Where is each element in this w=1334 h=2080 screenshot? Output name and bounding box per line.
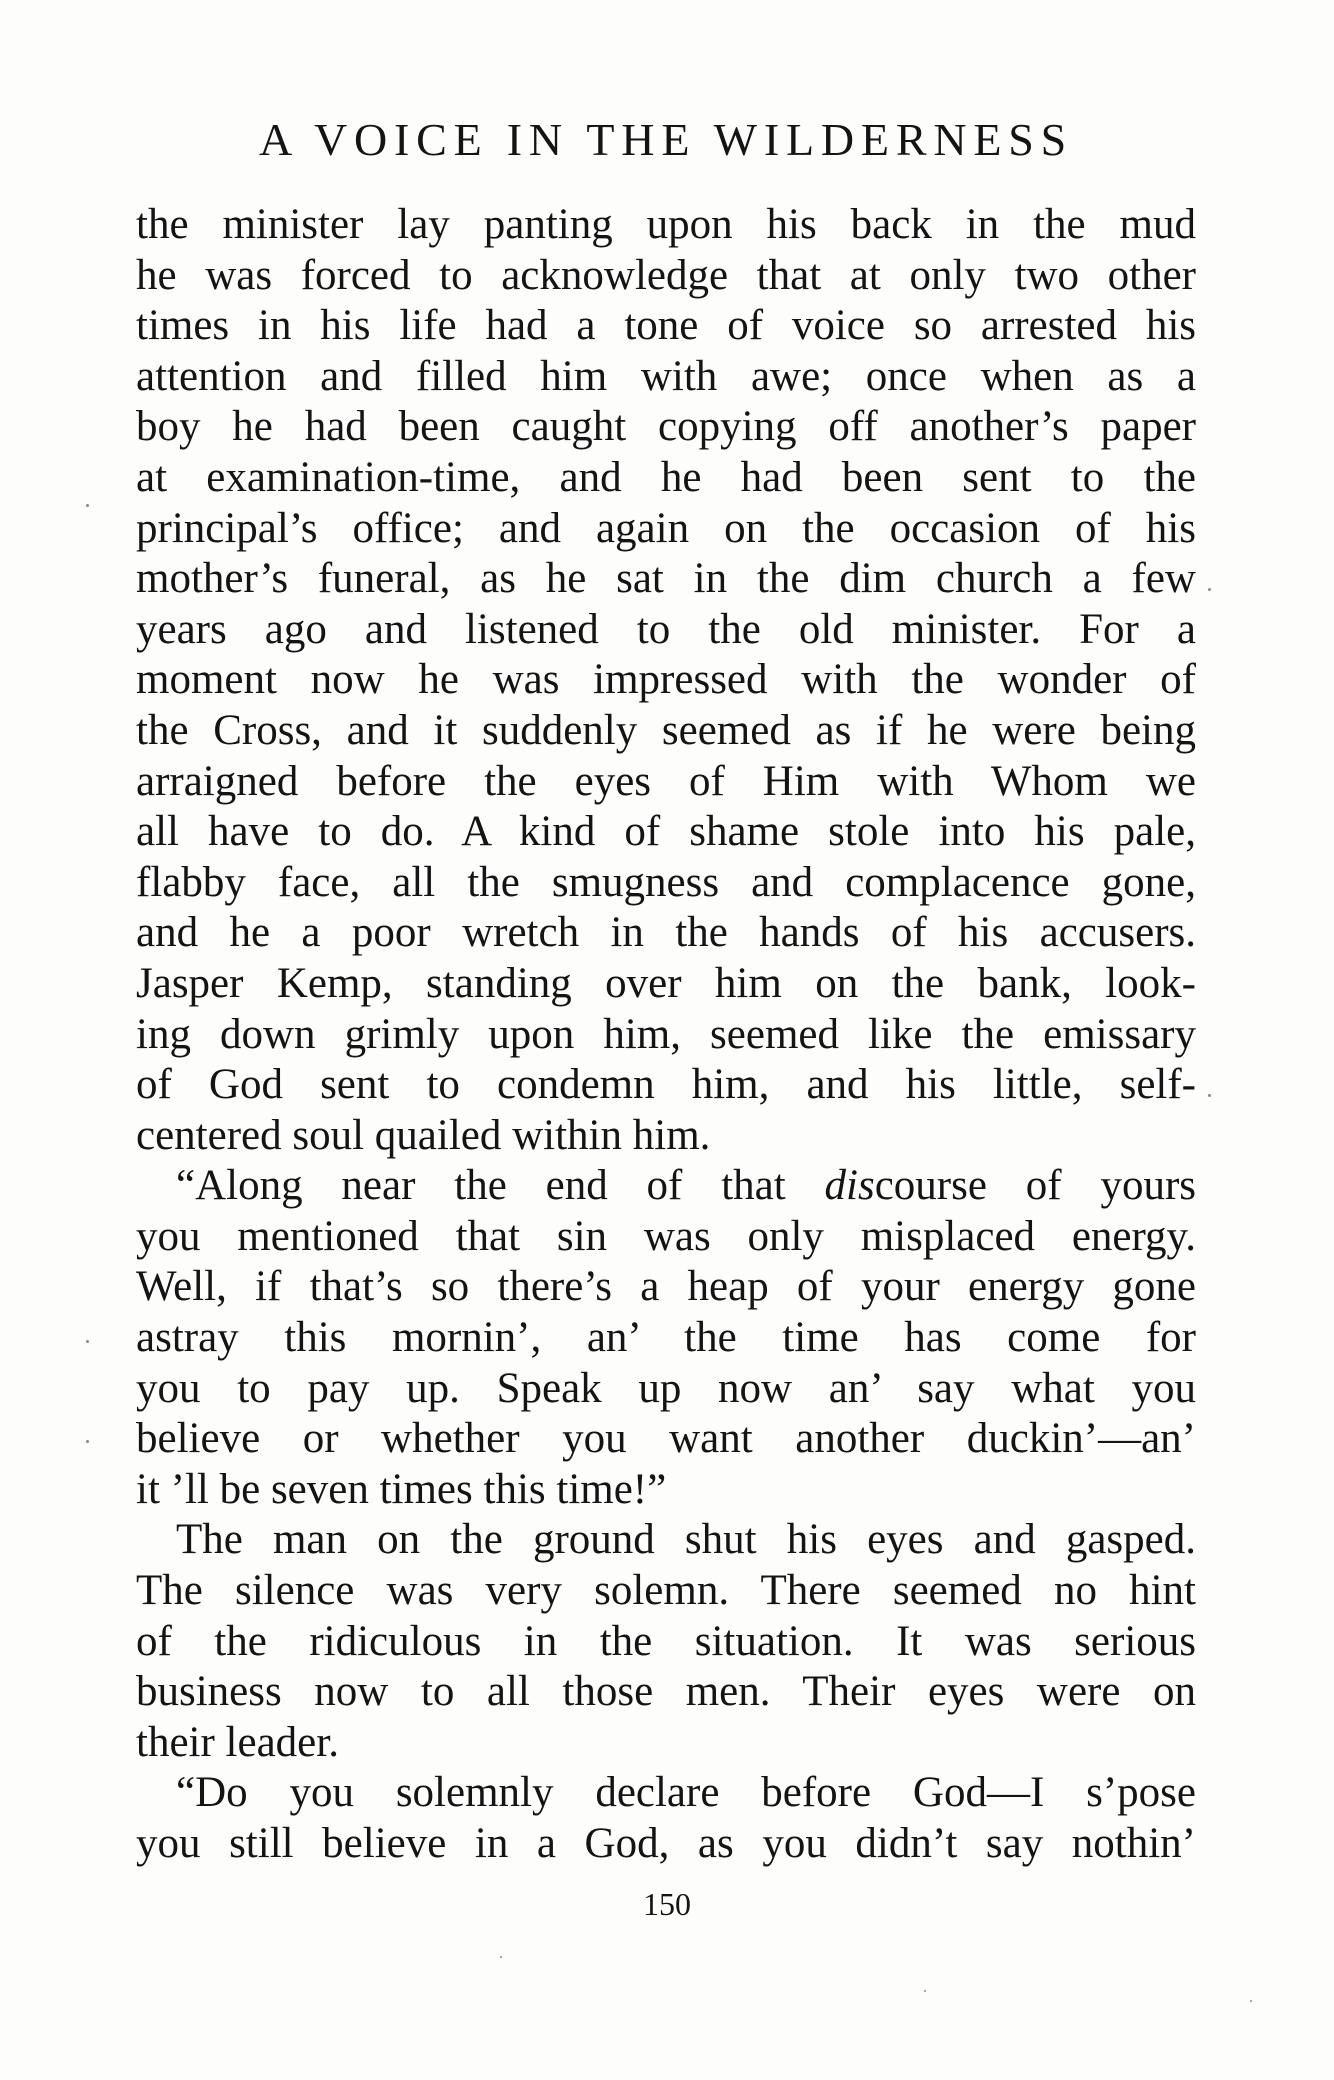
scan-speck: [500, 1956, 502, 1958]
text-line: and he a poor wretch in the hands of his accusers.: [136, 909, 1196, 957]
text-run: “Along near the end of that: [176, 1162, 825, 1210]
scan-speck: [86, 504, 89, 507]
text-line: The silence was very solemn. There seemed no hint: [136, 1567, 1196, 1615]
text-line: of the ridiculous in the situation. It was serious: [136, 1617, 1196, 1665]
text-line: arraigned before the eyes of Him with Whom we: [136, 757, 1196, 805]
text-line: he was forced to acknowledge that at only two other: [136, 251, 1196, 299]
paragraph-first-line: [136, 1161, 1196, 1212]
page-number: 150: [643, 1886, 691, 1922]
text-line: you mentioned that sin was only misplaced energy.: [136, 1212, 1196, 1260]
body-text: [136, 200, 1196, 1870]
text-line: you to pay up. Speak up now an’ say what you: [136, 1364, 1196, 1412]
paragraph-end-line: their leader.: [136, 1718, 339, 1766]
text-line: you still believe in a God, as you didn’t say nothin’: [136, 1820, 1196, 1867]
text-line: boy he had been caught copying off another’s paper: [136, 403, 1196, 451]
text-run: course of yours: [874, 1162, 1196, 1210]
text-line: of God sent to condemn him, and his little, self-: [136, 1061, 1196, 1109]
text-line: principal’s office; and again on the occasion of his: [136, 504, 1196, 552]
scan-speck: [86, 1440, 89, 1443]
scan-speck: [924, 1990, 926, 1992]
scan-speck: [1208, 588, 1211, 591]
italic-run: dis: [824, 1162, 875, 1210]
text-line: moment now he was impressed with the wonder of: [136, 656, 1196, 704]
text-line: times in his life had a tone of voice so arrested his: [136, 302, 1196, 350]
text-line: Well, if that’s so there’s a heap of your energy gone: [136, 1263, 1196, 1311]
text-line: Jasper Kemp, standing over him on the bank, look-: [136, 959, 1196, 1007]
running-head: A VOICE IN THE WILDERNESS: [259, 114, 1073, 165]
text-line: astray this mornin’, an’ the time has come for: [136, 1314, 1196, 1362]
text-line: mother’s funeral, as he sat in the dim church a few: [136, 555, 1196, 603]
text-line: the Cross, and it suddenly seemed as if he were being: [136, 706, 1196, 754]
paragraph-end-line: centered soul quailed within him.: [136, 1111, 711, 1159]
text-line: flabby face, all the smugness and complacence gone,: [136, 858, 1196, 906]
paragraph-end-line: it ’ll be seven times this time!”: [136, 1465, 667, 1513]
text-line: ing down grimly upon him, seemed like the emissary: [136, 1010, 1196, 1058]
paragraph-first-line: “Do you solemnly declare before God—I s’pose: [176, 1769, 1196, 1817]
text-line: at examination-time, and he had been sent to the: [136, 453, 1196, 501]
text-line: all have to do. A kind of shame stole into his pale,: [136, 808, 1196, 856]
scan-speck: [1250, 2000, 1252, 2002]
paragraph-first-line: The man on the ground shut his eyes and gasped.: [176, 1516, 1196, 1564]
scan-speck: [1208, 1094, 1211, 1097]
text-line: business now to all those men. Their eyes were on: [136, 1668, 1196, 1716]
scan-speck: [86, 1340, 89, 1343]
text-line: years ago and listened to the old minister. For a: [136, 605, 1196, 653]
text-line: attention and filled him with awe; once when as a: [136, 352, 1196, 400]
text-line: believe or whether you want another duckin’—an’: [136, 1415, 1196, 1463]
text-line: the minister lay panting upon his back in the mud: [136, 201, 1196, 248]
